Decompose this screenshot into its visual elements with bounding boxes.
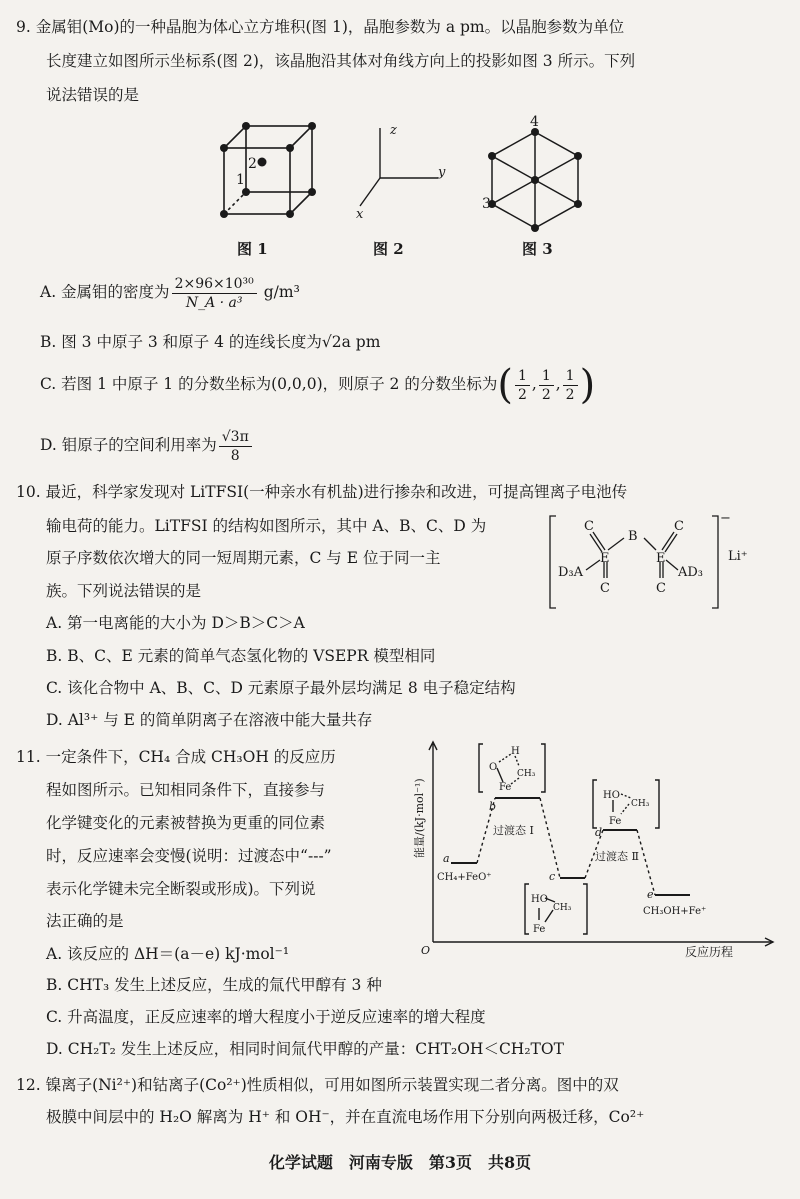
figure-2-axes <box>350 118 460 228</box>
litfsi-charge: − <box>720 511 731 526</box>
int-atom-fe: Fe <box>533 924 546 935</box>
q9-option-a-fraction <box>172 275 257 312</box>
chart-ylabel: 能量/(kJ·mol⁻¹) <box>413 778 426 858</box>
q9-option-a-prefix: A. 金属钼的密度为 <box>40 283 170 301</box>
litfsi-d3a: D₃A <box>558 565 584 580</box>
q9-c-den-1: 2 <box>517 386 527 403</box>
fig3-caption: 图 3 <box>522 240 553 258</box>
litfsi-b: B <box>628 529 638 544</box>
fig1-label-2: 2 <box>248 156 257 172</box>
q11-line3: 化学键变化的元素被替换为更重的同位素 <box>46 814 326 832</box>
q10-option-c: C. 该化合物中 A、B、C、D 元素原子最外层均满足 8 电子稳定结构 <box>46 679 516 697</box>
fig2-caption: 图 2 <box>373 240 404 258</box>
reactants-label: CH₄+FeO⁺ <box>437 872 492 883</box>
q10-line1: 10. 最近，科学家发现对 LiTFSI(一种亲水有机盐)进行掺杂和改进，可提高锂离子电池传 <box>16 483 628 501</box>
q9-option-a-den: N_A · a³ <box>185 294 243 311</box>
q11-line6: 法正确的是 <box>46 912 124 930</box>
q11-line4: 时，反应速率会变慢(说明：过渡态中“---” <box>46 847 332 865</box>
ts2-atom-ho: HO <box>603 790 620 801</box>
q9-c-den-2: 2 <box>541 386 551 403</box>
q11-line2: 程如图所示。已知相同条件下，直接参与 <box>46 781 326 799</box>
q9-option-b: B. 图 3 中原子 3 和原子 4 的连线长度为√2a pm <box>40 333 381 351</box>
fig3-label-3: 3 <box>482 196 491 212</box>
int-atom-ch3: CH₃ <box>553 903 572 913</box>
q12-line2: 极膜中间层中的 H₂O 解离为 H⁺ 和 OH⁻，并在直流电场作用下分别向两极迁移，Co²⁺ <box>46 1108 645 1126</box>
q9-option-a-unit: g/m³ <box>263 283 300 301</box>
point-d: d <box>595 826 603 839</box>
ts1-atom-ch3: CH₃ <box>517 769 536 779</box>
int-atom-ho: HO <box>531 894 548 905</box>
point-b: b <box>489 800 497 813</box>
q9-line1: 9. 金属钼(Mo)的一种晶胞为体心立方堆积(图 1)，晶胞参数为 a pm。以晶胞参数为单位 <box>16 18 625 36</box>
fig1-caption: 图 1 <box>237 240 268 258</box>
litfsi-structure <box>550 512 790 612</box>
litfsi-li: Li⁺ <box>728 549 748 564</box>
q9-option-c-prefix: C. 若图 1 中原子 1 的分数坐标为(0,0,0)，则原子 2 的分数坐标为 <box>40 375 498 393</box>
figure-1-cube <box>210 118 320 228</box>
litfsi-c2: C <box>674 519 684 534</box>
fig2-label-y: y <box>438 165 446 180</box>
q11-option-d: D. CH₂T₂ 发生上述反应，相同时间氚代甲醇的产量：CHT₂OH＜CH₂TOT <box>46 1040 564 1058</box>
ts2-atom-fe: Fe <box>609 816 622 827</box>
q10-line3: 原子序数依次增大的同一短周期元素，C 与 E 位于同一主 <box>46 549 441 567</box>
q12-line1: 12. 镍离子(Ni²⁺)和钴离子(Co²⁺)性质相似，可用如图所示装置实现二者分离。图中的双 <box>16 1076 619 1094</box>
fig1-label-1: 1 <box>236 172 245 188</box>
products-label: CH₃OH+Fe⁺ <box>643 906 707 917</box>
q10-option-a: A. 第一电离能的大小为 D＞B＞C＞A <box>46 614 305 632</box>
q9-option-a-num: 2×96×10³⁰ <box>172 275 257 294</box>
q9-c-num-3: 1 <box>563 367 578 386</box>
q9-option-d <box>40 425 254 465</box>
q9-c-num-1: 1 <box>515 367 530 386</box>
q9-option-d-den: 8 <box>230 447 240 464</box>
figure-3-hexagon <box>480 114 600 238</box>
fig3-label-4: 4 <box>530 114 539 130</box>
point-a: a <box>443 852 450 865</box>
chart-origin: O <box>421 944 431 957</box>
ts1-atom-fe: Fe <box>499 782 512 793</box>
ts1-atom-o: O <box>489 762 498 773</box>
q9-option-d-num: √3π <box>219 428 252 447</box>
page-footer: 化学试题 河南专版 第3页 共8页 <box>268 1153 532 1172</box>
litfsi-c4: C <box>656 581 666 596</box>
fig2-label-z: z <box>390 123 397 138</box>
ts2-atom-ch3: CH₃ <box>631 799 650 809</box>
point-e: e <box>647 888 654 901</box>
litfsi-e1: E <box>600 551 610 566</box>
q9-c-den-3: 2 <box>565 386 575 403</box>
q10-option-b: B. B、C、E 元素的简单气态氢化物的 VSEPR 模型相同 <box>46 647 436 665</box>
q10-line4: 族。下列说法错误的是 <box>46 582 202 600</box>
q9-option-c: C. 若图 1 中原子 1 的分数坐标为(0,0,0)，则原子 2 的分数坐标为( $\frac{1}{2}$ , $\frac{1}{2}$ , $\frac{1}{2}$ ) <box>40 362 596 408</box>
q11-line1: 11. 一定条件下，CH₄ 合成 CH₃OH 的反应历 <box>16 748 336 766</box>
q9-option-d-prefix: D. 钼原子的空间利用率为 <box>40 436 217 454</box>
litfsi-c3: C <box>600 581 610 596</box>
q11-option-a: A. 该反应的 ΔH＝(a－e) kJ·mol⁻¹ <box>46 945 290 963</box>
q11-option-b: B. CHT₃ 发生上述反应，生成的氚代甲醇有 3 种 <box>46 976 382 994</box>
q9-line3: 说法错误的是 <box>46 86 140 104</box>
q9-line2: 长度建立如图所示坐标系(图 2)，该晶胞沿其体对角线方向上的投影如图 3 所示。下列 <box>46 52 636 70</box>
q11-line5: 表示化学键未完全断裂或形成)。下列说 <box>46 880 316 898</box>
ts1-label: 过渡态 Ⅰ <box>493 824 534 837</box>
point-c: c <box>549 870 556 883</box>
q9-c-num-2: 1 <box>539 367 554 386</box>
ts1-atom-h: H <box>511 746 520 757</box>
litfsi-ad3: AD₃ <box>678 565 704 580</box>
fig2-label-x: x <box>356 207 364 222</box>
chart-xlabel: 反应历程 <box>685 945 734 959</box>
q10-line2: 输电荷的能力。LiTFSI 的结构如图所示，其中 A、B、C、D 为 <box>46 517 487 535</box>
q10-option-d: D. Al³⁺ 与 E 的简单阴离子在溶液中能大量共存 <box>46 711 373 729</box>
q11-option-c: C. 升高温度，正反应速率的增大程度小于逆反应速率的增大程度 <box>46 1008 486 1026</box>
q9-option-a <box>40 272 300 312</box>
litfsi-e2: E <box>656 551 666 566</box>
ts2-label: 过渡态 Ⅱ <box>595 850 639 863</box>
energy-profile-diagram <box>415 738 785 958</box>
litfsi-c1: C <box>584 519 594 534</box>
